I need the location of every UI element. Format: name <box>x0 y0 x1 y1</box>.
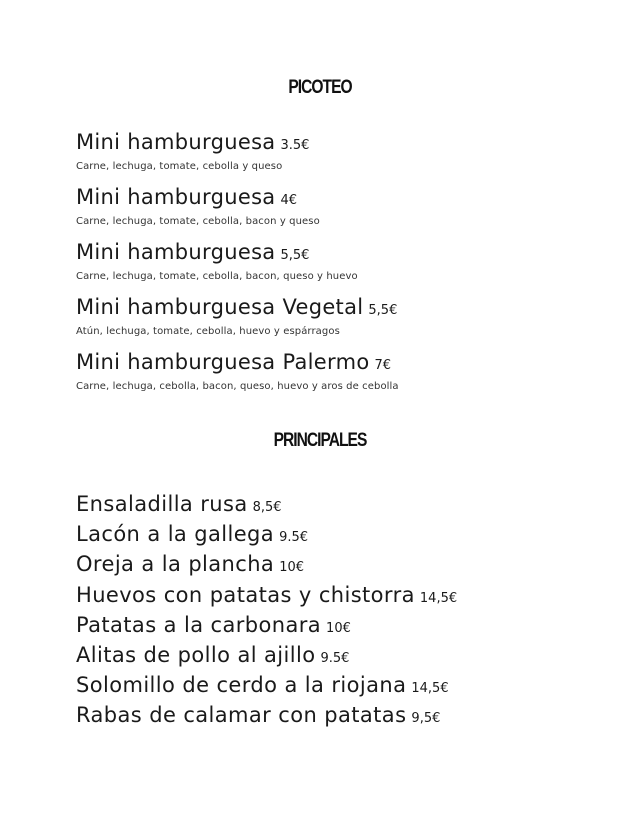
item-price: 5,5€ <box>280 248 310 263</box>
section-title-principales: PRINCIPALES <box>273 430 367 451</box>
item-name: Mini hamburguesa Vegetal <box>76 295 364 319</box>
item-name: Mini hamburguesa <box>76 130 276 154</box>
item-price: 10€ <box>279 560 305 576</box>
item-name: Oreja a la plancha <box>76 552 275 577</box>
item-description: Carne, lechuga, tomate, cebolla y queso <box>76 161 283 172</box>
item-name: Rabas de calamar con patatas <box>76 703 407 728</box>
item-price: 9,5€ <box>411 711 441 727</box>
item-name: Alitas de pollo al ajillo <box>76 642 316 667</box>
item-price: 4€ <box>280 193 298 208</box>
picoteo-list <box>76 128 616 403</box>
menu-item <box>76 293 616 348</box>
menu-item <box>76 580 616 610</box>
item-name: Lacón a la gallega <box>76 522 275 547</box>
item-description: Carne, lechuga, cebolla, bacon, queso, huevo y aros de cebolla <box>76 381 399 392</box>
item-price: 8,5€ <box>252 500 282 515</box>
menu-item <box>76 700 616 730</box>
section-title-picoteo: PICOTEO <box>288 77 352 98</box>
menu-item <box>76 128 616 183</box>
item-price: 14,5€ <box>411 681 449 697</box>
item-price: 10€ <box>326 620 351 636</box>
item-description: Atún, lechuga, tomate, cebolla, huevo y espárragos <box>76 326 340 337</box>
menu-item <box>76 549 616 579</box>
item-price: 3.5€ <box>280 138 310 153</box>
menu-item <box>76 519 616 549</box>
menu-item <box>76 489 616 519</box>
item-price: 14,5€ <box>419 590 458 606</box>
item-price: 9.5€ <box>279 530 309 546</box>
principales-list <box>76 489 616 731</box>
menu-item <box>76 670 616 700</box>
menu-item <box>76 183 616 238</box>
menu-item <box>76 238 616 293</box>
menu-item <box>76 610 616 640</box>
item-name: Ensaladilla rusa <box>76 492 248 516</box>
item-description: Carne, lechuga, tomate, cebolla, bacon y queso <box>76 216 320 227</box>
item-name: Patatas a la carbonara <box>76 612 322 637</box>
menu-item <box>76 348 616 403</box>
item-name: Mini hamburguesa Palermo <box>76 350 370 374</box>
item-price: 7€ <box>374 358 392 373</box>
item-price: 5,5€ <box>368 303 398 318</box>
item-name: Solomillo de cerdo a la riojana <box>76 673 407 698</box>
item-name: Huevos con patatas y chistorra <box>76 582 415 607</box>
item-name: Mini hamburguesa <box>76 240 276 264</box>
item-name: Mini hamburguesa <box>76 185 276 209</box>
item-price: 9.5€ <box>320 650 350 666</box>
item-description: Carne, lechuga, tomate, cebolla, bacon, queso y huevo <box>76 271 358 282</box>
menu-item <box>76 640 616 670</box>
